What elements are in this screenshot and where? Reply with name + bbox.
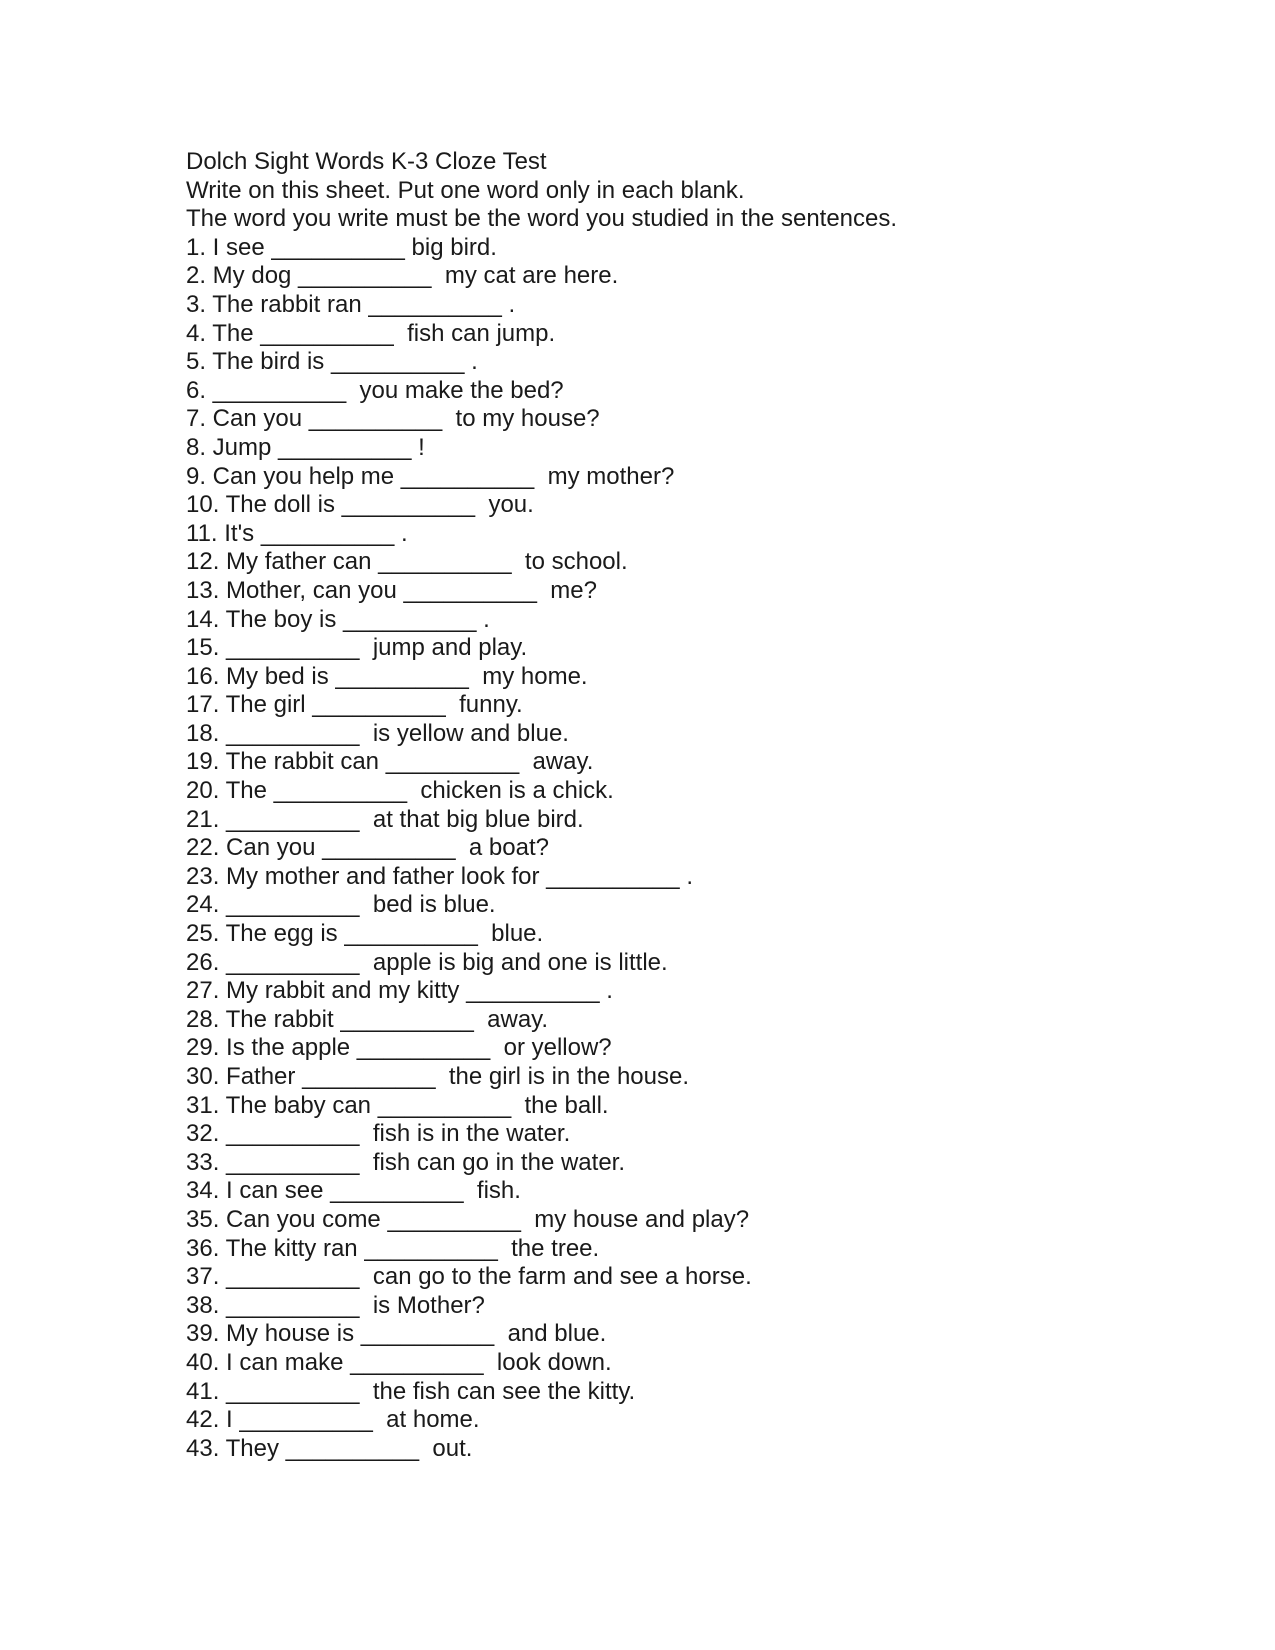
cloze-question: 33. __________ fish can go in the water. [186, 1148, 625, 1176]
cloze-question: 16. My bed is __________ my home. [186, 662, 588, 690]
instruction-line: Write on this sheet. Put one word only in each blank. [186, 176, 745, 204]
cloze-question: 25. The egg is __________ blue. [186, 920, 544, 948]
cloze-question: 13. Mother, can you __________ me? [186, 576, 597, 604]
cloze-question: 32. __________ fish is in the water. [186, 1120, 571, 1148]
cloze-question: 14. The boy is __________ . [186, 605, 490, 633]
cloze-question: 41. __________ the fish can see the kitty. [186, 1377, 636, 1405]
cloze-question: 15. __________ jump and play. [186, 634, 528, 662]
cloze-question: 30. Father __________ the girl is in the house. [186, 1063, 690, 1090]
cloze-question: 21. __________ at that big blue bird. [186, 805, 584, 833]
instruction-line: The word you write must be the word you studied in the sentences. [186, 205, 898, 233]
question-list [186, 234, 1186, 1464]
cloze-question: 40. I can make __________ look down. [186, 1348, 612, 1376]
cloze-question: 1. I see __________ big bird. [186, 233, 497, 261]
cloze-question: 26. __________ apple is big and one is little. [186, 948, 668, 976]
cloze-question: 28. The rabbit __________ away. [186, 1005, 549, 1033]
cloze-question: 18. __________ is yellow and blue. [186, 719, 569, 747]
cloze-question: 5. The bird is __________ . [186, 348, 478, 376]
cloze-question: 2. My dog __________ my cat are here. [186, 262, 619, 290]
cloze-question: 36. The kitty ran __________ the tree. [186, 1234, 600, 1262]
cloze-question: 17. The girl __________ funny. [186, 691, 523, 719]
cloze-question: 39. My house is __________ and blue. [186, 1320, 607, 1348]
cloze-question: 19. The rabbit can __________ away. [186, 748, 594, 776]
cloze-question: 12. My father can __________ to school. [186, 548, 628, 576]
worksheet-content [186, 148, 1186, 1463]
cloze-question: 22. Can you __________ a boat? [186, 834, 549, 862]
cloze-question: 35. Can you come __________ my house and play? [186, 1205, 750, 1233]
cloze-question: 31. The baby can __________ the ball. [186, 1091, 609, 1119]
cloze-question: 8. Jump __________ ! [186, 433, 425, 461]
cloze-question: 38. __________ is Mother? [186, 1291, 485, 1319]
cloze-question: 37. __________ can go to the farm and see a horse. [186, 1263, 752, 1291]
cloze-question: 11. It's __________ . [186, 519, 408, 547]
cloze-question: 3. The rabbit ran __________ . [186, 290, 516, 318]
worksheet-title: Dolch Sight Words K-3 Cloze Test [186, 148, 547, 175]
cloze-question: 24. __________ bed is blue. [186, 891, 496, 919]
cloze-question: 10. The doll is __________ you. [186, 491, 534, 519]
cloze-question: 6. __________ you make the bed? [186, 376, 564, 404]
cloze-question: 29. Is the apple __________ or yellow? [186, 1034, 612, 1062]
cloze-question: 43. They __________ out. [186, 1434, 473, 1462]
cloze-question: 9. Can you help me __________ my mother? [186, 462, 675, 490]
cloze-question: 34. I can see __________ fish. [186, 1177, 521, 1205]
cloze-question: 7. Can you __________ to my house? [186, 405, 600, 433]
cloze-question: 4. The __________ fish can jump. [186, 319, 556, 347]
cloze-question: 20. The __________ chicken is a chick. [186, 777, 614, 805]
cloze-question: 23. My mother and father look for __________ . [186, 862, 693, 890]
cloze-question: 27. My rabbit and my kitty __________ . [186, 977, 613, 1005]
cloze-question: 42. I __________ at home. [186, 1406, 480, 1434]
